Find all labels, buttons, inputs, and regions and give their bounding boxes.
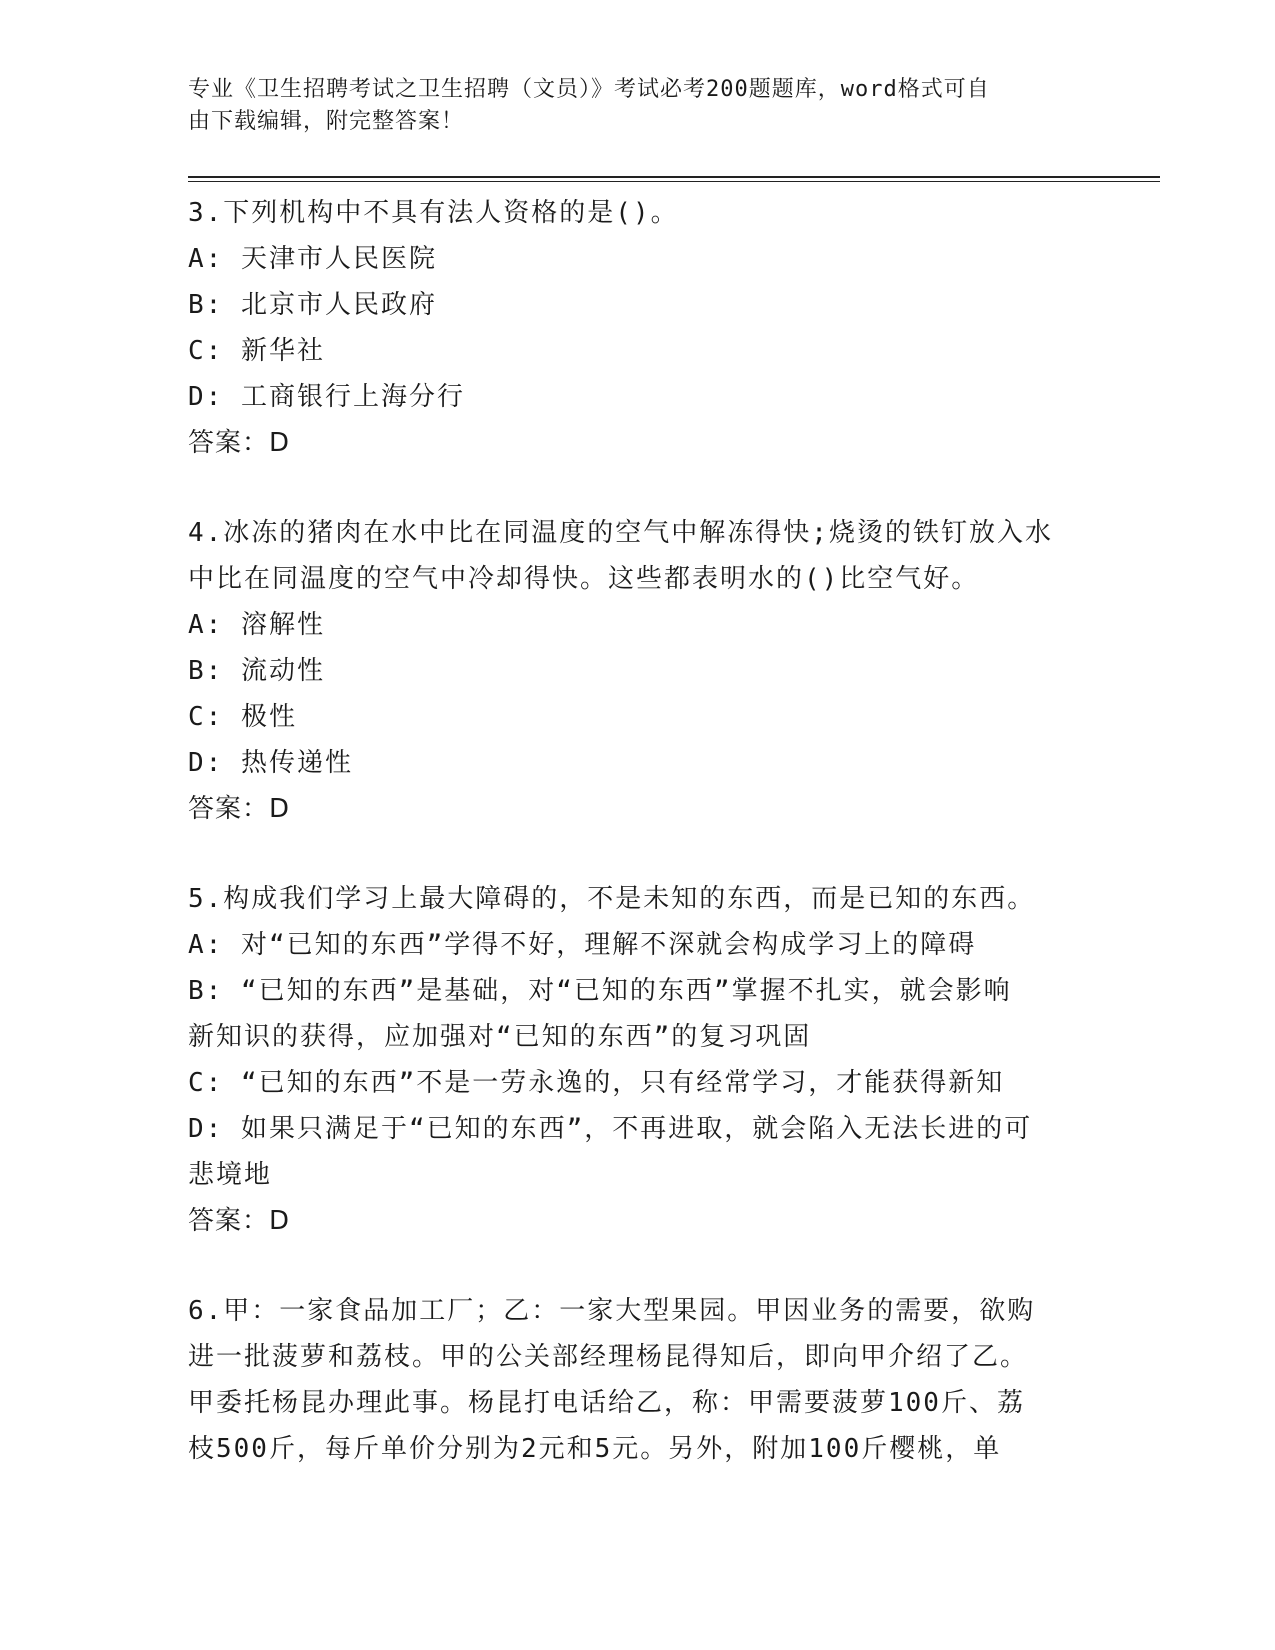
option-line: A: 溶解性	[188, 610, 325, 640]
answer-line: 答案：D	[188, 428, 291, 458]
question-block	[188, 1288, 1088, 1472]
question-spacer	[188, 832, 1088, 876]
option-line: B: 北京市人民政府	[188, 290, 437, 320]
option-line: C: 新华社	[188, 336, 325, 366]
option-line: A: 对“已知的东西”学得不好，理解不深就会构成学习上的障碍	[188, 930, 977, 960]
option-line: B: 流动性	[188, 656, 325, 686]
question-stem-line: 6.甲：一家食品加工厂；乙：一家大型果园。甲因业务的需要，欲购	[188, 1296, 1036, 1326]
header-line-1: 专业《卫生招聘考试之卫生招聘（文员）》考试必考200题题库，word格式可自	[188, 77, 990, 102]
question-stem-line: 3.下列机构中不具有法人资格的是()。	[188, 198, 679, 228]
header-divider-thin	[188, 181, 1160, 182]
header-divider-thick	[188, 176, 1160, 178]
option-line: A: 天津市人民医院	[188, 244, 437, 274]
question-stem-line: 4.冰冻的猪肉在水中比在同温度的空气中解冻得快;烧烫的铁钉放入水	[188, 518, 1053, 548]
option-line: C: 极性	[188, 702, 297, 732]
question-spacer	[188, 1244, 1088, 1288]
option-line: D: 工商银行上海分行	[188, 382, 465, 412]
question-block	[188, 876, 1088, 1244]
header-line-2: 由下载编辑，附完整答案！	[188, 109, 465, 134]
question-block	[188, 190, 1088, 466]
question-list	[188, 190, 1088, 1472]
question-stem-line: 枝500斤，每斤单价分别为2元和5元。另外，附加100斤樱桃，单	[188, 1434, 1002, 1464]
answer-line: 答案：D	[188, 794, 291, 824]
option-line: B: “已知的东西”是基础，对“已知的东西”掌握不扎实，就会影响	[188, 976, 1012, 1006]
question-spacer	[188, 466, 1088, 510]
question-block	[188, 510, 1088, 832]
option-line: D: 热传递性	[188, 748, 353, 778]
question-stem-line: 甲委托杨昆办理此事。杨昆打电话给乙，称：甲需要菠萝100斤、荔	[188, 1388, 1025, 1418]
answer-line: 答案：D	[188, 1206, 291, 1236]
question-stem-line: 5.构成我们学习上最大障碍的，不是未知的东西，而是已知的东西。	[188, 884, 1036, 914]
option-line: 新知识的获得，应加强对“已知的东西”的复习巩固	[188, 1022, 812, 1052]
option-line: D: 如果只满足于“已知的东西”，不再进取，就会陷入无法长进的可	[188, 1114, 1033, 1144]
document-header	[188, 74, 1088, 138]
question-stem-line: 进一批菠萝和荔枝。甲的公关部经理杨昆得知后，即向甲介绍了乙。	[188, 1342, 1029, 1372]
question-stem-line: 中比在同温度的空气中冷却得快。这些都表明水的()比空气好。	[188, 564, 980, 594]
option-line: 悲境地	[188, 1160, 273, 1190]
option-line: C: “已知的东西”不是一劳永逸的，只有经常学习，才能获得新知	[188, 1068, 1005, 1098]
